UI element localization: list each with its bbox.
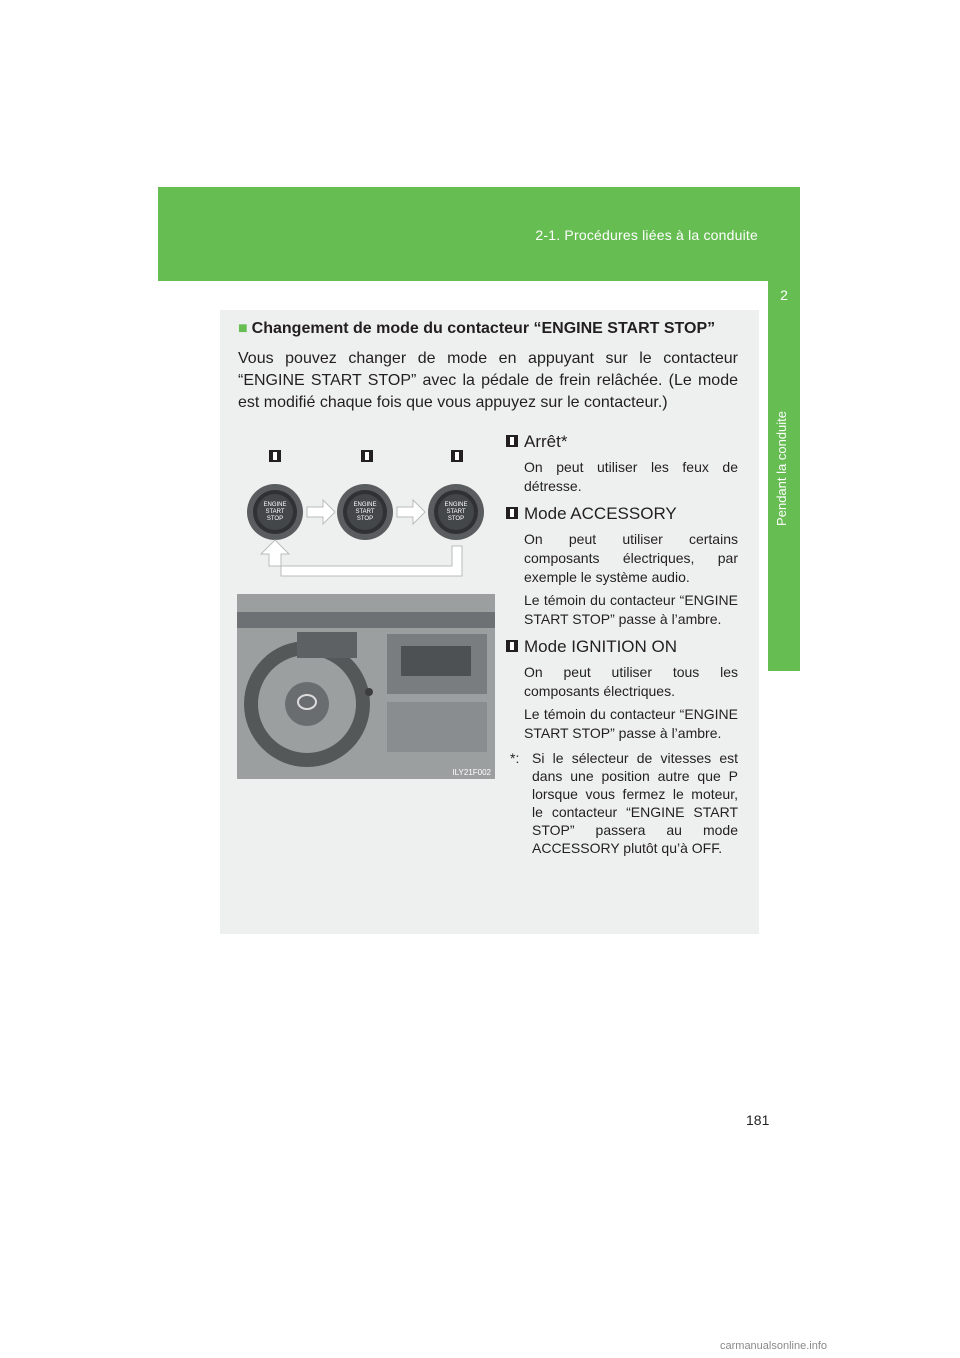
button-text-stop: STOP [266, 516, 284, 522]
step-marker-2-icon [361, 450, 373, 462]
chapter-number: 2 [780, 287, 788, 303]
header-band [158, 187, 800, 281]
mode-list [506, 430, 738, 857]
mode-description: Le témoin du contacteur “ENGINE START STOP” passe à l’ambre. [524, 592, 738, 627]
footnote-mark: *: [510, 750, 520, 766]
button-text-start: START [265, 509, 285, 515]
step-marker-3-icon [451, 450, 463, 462]
chapter-label: Pendant la conduite [774, 411, 789, 526]
step-1-icon [506, 435, 518, 447]
mode-description: On peut utiliser tous les composants électriques. [524, 664, 738, 699]
section-title [238, 320, 743, 338]
section-title-text: Changement de mode du contacteur “ENGINE START STOP” [251, 320, 716, 337]
chapter-tab [768, 281, 800, 671]
square-bullet-icon: ■ [238, 320, 248, 337]
mode-item-off [506, 430, 738, 496]
mode-item-ignition-on [506, 635, 738, 743]
mode-description: Le témoin du contacteur “ENGINE START STOP” passe à l’ambre. [524, 706, 738, 741]
button-text-engine: ENGINE [444, 502, 468, 508]
button-text-start: START [446, 509, 466, 515]
mode-title: Arrêt* [524, 432, 568, 451]
step-marker-1-icon [269, 450, 281, 462]
section-header: 2-1. Procédures liées à la conduite [535, 227, 758, 243]
step-3-icon [506, 640, 518, 652]
figure-code: ILY21F002 [452, 768, 491, 777]
mode-description: On peut utiliser les feux de détresse. [524, 459, 738, 494]
footnote [506, 749, 738, 857]
dashboard-illustration [237, 434, 495, 779]
footnote-text: Si le sélecteur de vitesses est dans une position autre que P lorsque vous fermez le moteur, le contacteur “ENGINE START STOP” passera au mode ACCESSORY plutôt qu’à OFF. [532, 750, 738, 856]
mode-title: Mode ACCESSORY [524, 504, 677, 523]
watermark: carmanualsonline.info [720, 1340, 828, 1352]
button-text-engine: ENGINE [353, 502, 377, 508]
button-text-start: START [355, 509, 375, 515]
content-box [220, 310, 759, 934]
button-text-stop: STOP [356, 516, 374, 522]
intro-paragraph: Vous pouvez changer de mode en appuyant sur le contacteur “ENGINE START STOP” avec la pédale de frein relâchée. (Le mode est modifié chaque fois que vous appuyez sur le contacteur.) [238, 350, 738, 411]
mode-title: Mode IGNITION ON [524, 637, 678, 656]
step-2-icon [506, 507, 518, 519]
button-text-stop: STOP [447, 516, 465, 522]
mode-item-accessory [506, 502, 738, 629]
page-number: 181 [746, 1112, 770, 1128]
mode-description: On peut utiliser certains composants électriques, par exemple le système audio. [524, 531, 738, 585]
button-text-engine: ENGINE [263, 502, 287, 508]
dashboard-illustration-svg [237, 434, 495, 779]
